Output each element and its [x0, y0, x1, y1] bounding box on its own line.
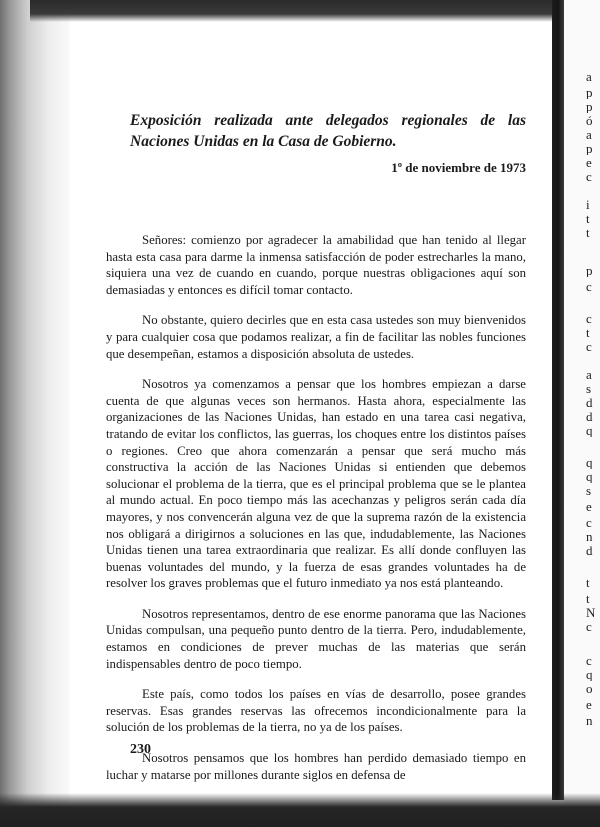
adjacent-text-fragment: d: [586, 410, 593, 423]
adjacent-text-fragment: d: [586, 544, 593, 557]
book-spine: [552, 0, 564, 800]
adjacent-text-fragment: ó: [586, 114, 593, 127]
adjacent-text-fragment: t: [586, 326, 590, 339]
adjacent-text-fragment: n: [586, 530, 593, 543]
paragraph: Nosotros pensamos que los hombres han perdido demasiado tiempo en luchar y matarse por millones durante siglos en defensa de: [106, 751, 526, 782]
adjacent-text-fragment: p: [586, 86, 593, 99]
adjacent-text-fragment: e: [586, 698, 592, 711]
book-page: [106, 96, 526, 797]
adjacent-text-fragment: c: [586, 654, 592, 667]
speech-date: 1º de noviembre de 1973: [391, 160, 526, 175]
adjacent-text-fragment: p: [586, 264, 593, 277]
adjacent-text-fragment: q: [586, 456, 593, 469]
adjacent-text-fragment: s: [586, 382, 592, 395]
book-gutter: [0, 0, 70, 827]
adjacent-text-fragment: a: [586, 128, 592, 141]
adjacent-text-fragment: t: [586, 212, 590, 225]
adjacent-text-fragment: N: [586, 606, 596, 619]
adjacent-text-fragment: n: [586, 714, 593, 727]
paragraph: Señores: comienzo por agradecer la amabilidad que han tenido al llegar hasta esta casa para darme la inmensa satisfacción de poder estrecharles la mano, siquiera una vez de cuando en cuando, porque nuestras obligaciones aquí son demasiadas y entonces es difícil tomar contacto.: [106, 233, 526, 297]
adjacent-text-fragment: q: [586, 424, 593, 437]
adjacent-text-fragment: c: [586, 516, 592, 529]
speech-body: [106, 232, 526, 783]
adjacent-text-fragment: c: [586, 312, 592, 325]
adjacent-text-fragment: q: [586, 470, 593, 483]
adjacent-text-fragment: t: [586, 576, 590, 589]
paragraph: No obstante, quiero decirles que en esta casa ustedes son muy bienvenidos y para cualquier cosa que podamos realizar, a fin de facilitar las nobles funciones que desempeñan, estamos a disposición absoluta de ustedes.: [106, 313, 526, 361]
speech-heading: Exposición realizada ante delegados regionales de las Naciones Unidas en la Casa de Gobierno.: [130, 112, 526, 150]
adjacent-text-fragment: t: [586, 226, 590, 239]
adjacent-text-fragment: c: [586, 620, 592, 633]
adjacent-text-fragment: p: [586, 142, 593, 155]
paragraph: Nosotros ya comenzamos a pensar que los hombres empiezan a darse cuenta de que algunas veces son hermanos. Hasta ahora, especialmente las organizaciones de las Naciones Unidas, han estado en una tarea casi negativa, tratando de evitar los conflictos, las guerras, los choques entre los distintos países o regiones. Creo que ahora comenzarán a pensar que será mucho más constructiva la acción de las Naciones Unidas si entienden que debemos solucionar el problema de la tierra, que es el principal problema que se le plantea al mundo actual. En poco tiempo más las acechanzas y peligros serán cada día mayores, y nos convencerán alguna vez de que la suprema razón de la existencia nos obligará a dirigirnos a soluciones en las que, indudablemente, las Naciones Unidas tienen una tarea extraordinaria que realizar. Es allí donde confluyen las buenas voluntades del mundo, y la fuerza de esas grandes voluntades ha de resolver los graves problemas que el futuro inmediato ya nos está planteando.: [106, 377, 526, 591]
adjacent-text-fragment: p: [586, 100, 593, 113]
adjacent-text-fragment: a: [586, 368, 592, 381]
adjacent-text-fragment: q: [586, 668, 593, 681]
page-number: 230: [130, 742, 151, 757]
adjacent-text-fragment: o: [586, 682, 593, 695]
adjacent-text-fragment: d: [586, 396, 593, 409]
top-scan-shadow: [30, 0, 570, 22]
bottom-scan-shadow: [0, 793, 600, 827]
adjacent-text-fragment: e: [586, 500, 592, 513]
paragraph: Este país, como todos los países en vías de desarrollo, posee grandes reservas. Esas grandes reservas las ofrecemos incondicionalmente para la solución de los problemas de la tierra, no ya de los países.: [106, 687, 526, 735]
adjacent-text-fragment: a: [586, 70, 592, 83]
adjacent-text-fragment: i: [586, 198, 590, 211]
adjacent-text-fragment: s: [586, 484, 592, 497]
adjacent-page: [564, 0, 600, 827]
adjacent-text-fragment: c: [586, 340, 592, 353]
adjacent-text-fragment: c: [586, 280, 592, 293]
adjacent-text-fragment: t: [586, 592, 590, 605]
paragraph: Nosotros representamos, dentro de ese enorme panorama que las Naciones Unidas compulsan, una pequeño punto dentro de la tierra. Pero, indudablemente, estamos en condiciones de prever muchas de las materias que serán indispensables dentro de poco tiempo.: [106, 606, 526, 671]
adjacent-text-fragment: c: [586, 170, 592, 183]
adjacent-text-fragment: e: [586, 156, 592, 169]
